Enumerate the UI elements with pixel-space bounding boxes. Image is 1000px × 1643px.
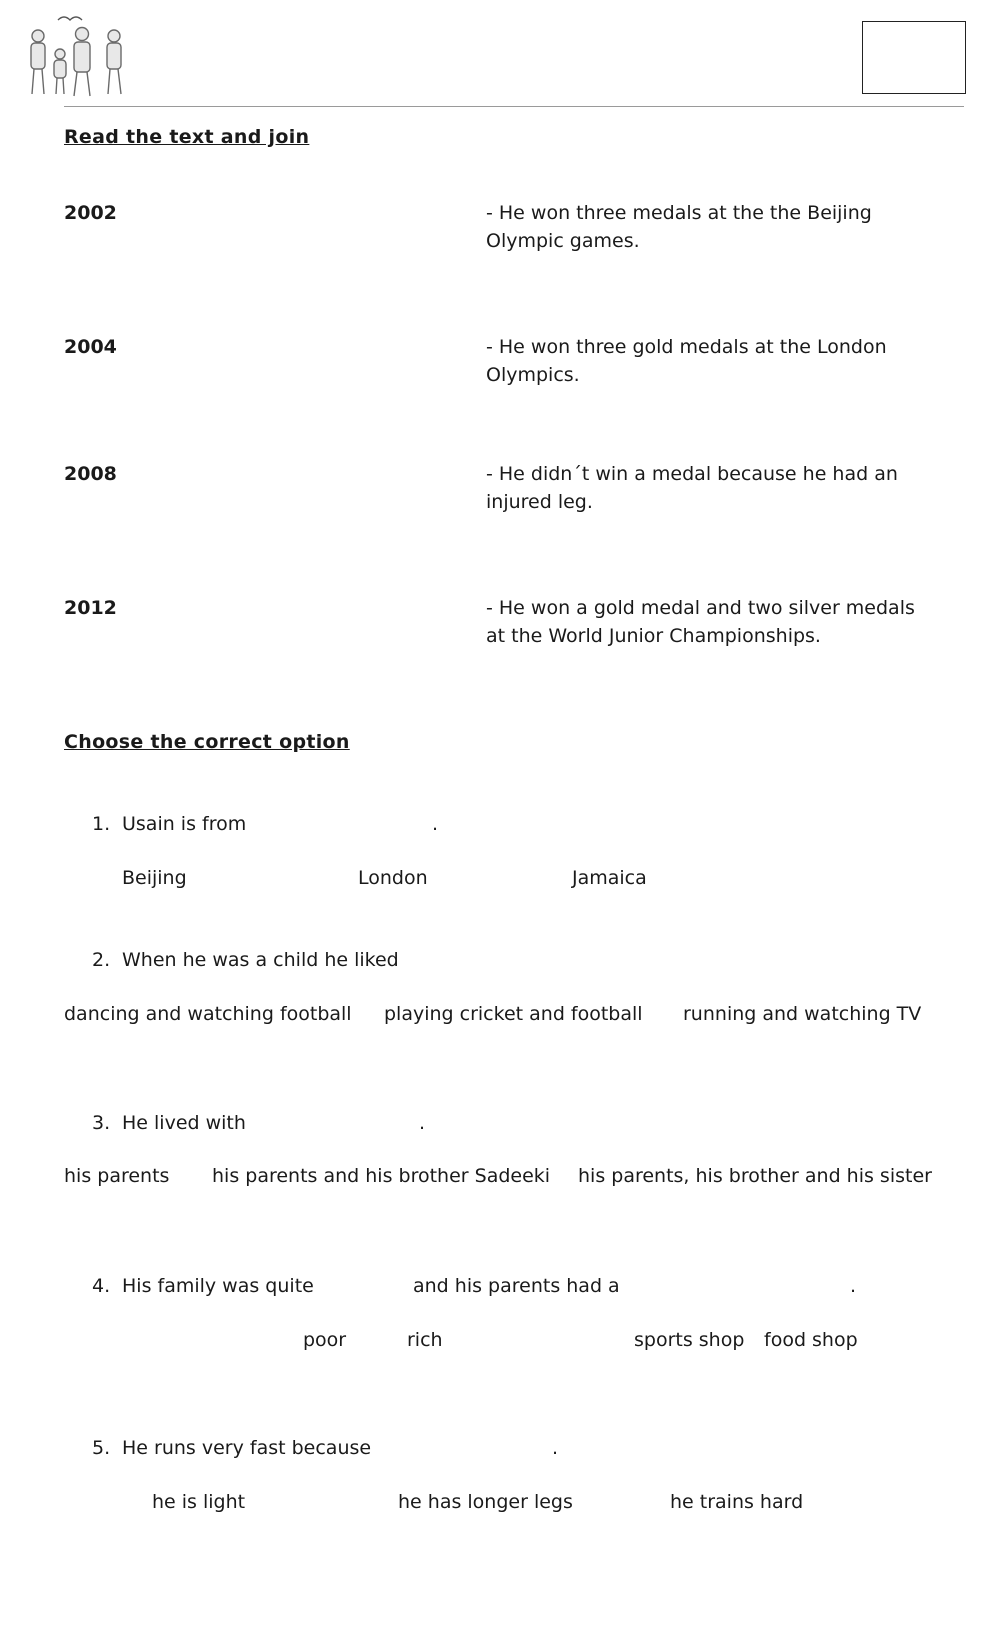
question-number: 2. xyxy=(92,949,111,971)
question-period: . xyxy=(432,813,439,835)
answer-option[interactable]: his parents, his brother and his sister xyxy=(578,1165,932,1187)
year-label: 2002 xyxy=(64,202,117,224)
answer-option[interactable]: running and watching TV xyxy=(683,1003,922,1025)
question-number: 3. xyxy=(92,1112,111,1134)
family-illustration xyxy=(22,10,132,102)
answer-option[interactable]: Jamaica xyxy=(572,867,647,889)
question-text: His family was quite xyxy=(122,1275,314,1297)
answer-option[interactable]: Beijing xyxy=(122,867,187,889)
match-statement: - He won a gold medal and two silver medals at the World Junior Championships. xyxy=(486,597,915,647)
year-label: 2012 xyxy=(64,597,117,619)
question-text: When he was a child he liked xyxy=(122,949,399,971)
question-period: . xyxy=(850,1275,857,1297)
year-label: 2004 xyxy=(64,336,117,358)
answer-option[interactable]: sports shop xyxy=(634,1329,745,1351)
question-period: . xyxy=(552,1437,559,1459)
header-divider xyxy=(64,106,964,107)
answer-option[interactable]: rich xyxy=(407,1329,443,1351)
question-text: He runs very fast because xyxy=(122,1437,372,1459)
question-number: 4. xyxy=(92,1275,111,1297)
match-statement: - He won three medals at the the Beijing Olympic games. xyxy=(486,202,872,252)
answer-option[interactable]: he trains hard xyxy=(670,1491,804,1513)
answer-option[interactable]: his parents and his brother Sadeeki xyxy=(212,1165,551,1187)
question-text-continued: and his parents had a xyxy=(413,1275,620,1297)
section-heading-join: Read the text and join xyxy=(64,126,310,148)
match-statement: - He won three gold medals at the London Olympics. xyxy=(486,336,887,386)
question-period: . xyxy=(419,1112,426,1134)
answer-option[interactable]: food shop xyxy=(764,1329,858,1351)
answer-option[interactable]: poor xyxy=(303,1329,347,1351)
year-label: 2008 xyxy=(64,463,117,485)
question-number: 1. xyxy=(92,813,111,835)
score-box xyxy=(862,21,966,94)
answer-option[interactable]: London xyxy=(358,867,428,889)
answer-option[interactable]: his parents xyxy=(64,1165,170,1187)
question-number: 5. xyxy=(92,1437,111,1459)
answer-option[interactable]: dancing and watching football xyxy=(64,1003,352,1025)
answer-option[interactable]: playing cricket and football xyxy=(384,1003,643,1025)
question-text: He lived with xyxy=(122,1112,246,1134)
answer-option[interactable]: he is light xyxy=(152,1491,246,1513)
section-heading-choose: Choose the correct option xyxy=(64,731,350,753)
match-statement: - He didn´t win a medal because he had an injured leg. xyxy=(486,463,898,513)
question-text: Usain is from xyxy=(122,813,247,835)
answer-option[interactable]: he has longer legs xyxy=(398,1491,573,1513)
